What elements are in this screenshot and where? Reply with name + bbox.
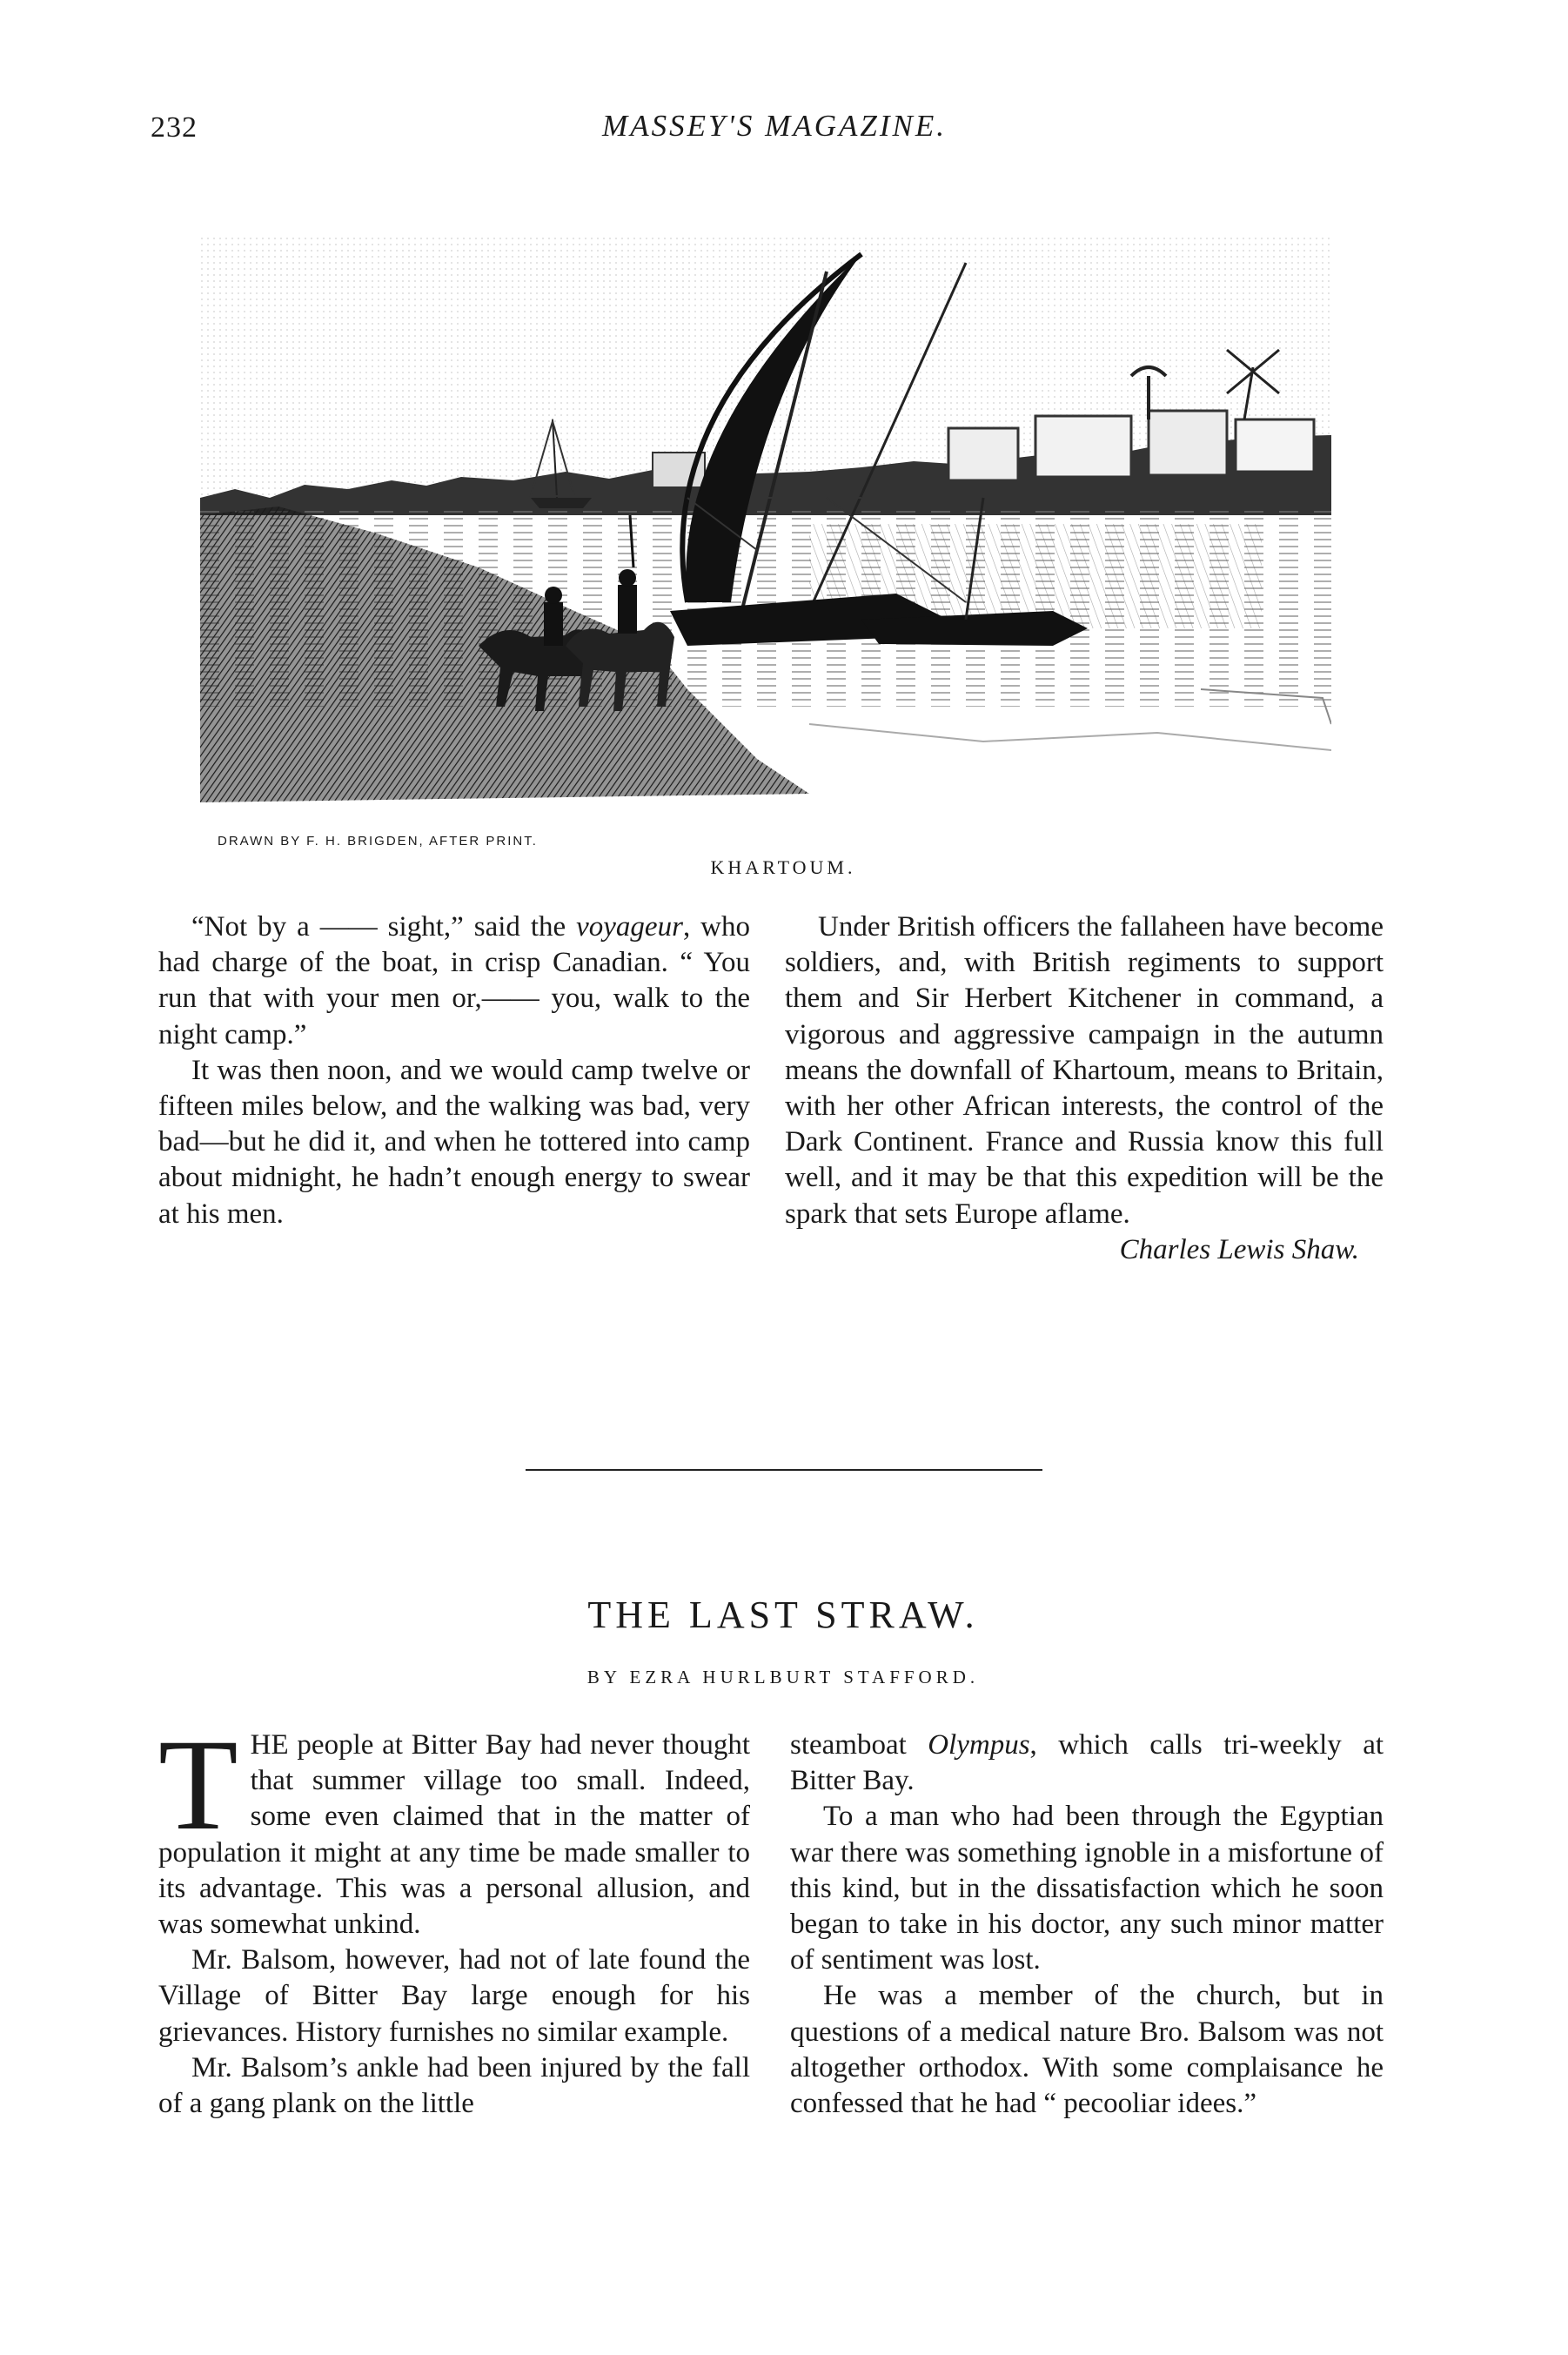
illustration-credit: DRAWN BY F. H. BRIGDEN, AFTER PRINT. [218,834,538,849]
column-upper-right [785,909,1384,1268]
column-upper-left [158,909,750,1232]
column-lower-right [790,1728,1384,2122]
author-signature: Charles Lewis Shaw. [1119,1233,1359,1265]
page-number: 232 [151,111,198,144]
running-head: MASSEY'S MAGAZINE. [602,109,947,143]
khartoum-illustration [200,237,1331,802]
paragraph: Mr. Balsom, however, had not of late found the Village of Bitter Bay large enough for his grievances. History furnishes no similar example. [158,1944,750,2048]
italic-word: Olympus [928,1729,1030,1761]
paragraph: steamboat Olympus, which calls tri-weekly at Bitter Bay. [790,1729,1384,1797]
italic-word: voyageur [576,911,683,943]
paragraph: Under British officers the fallaheen have become soldiers, and, with British regiments to support them and Sir Herbert Kitchener in command, a vigorous and aggressive campaign in the autumn means the downfall of Khartoum, means to Britain, with her other African interests, the control of the Dark Continent. France and Russia know this full well, and it may be that this expedition will be the spark that sets Europe aflame. [785,911,1384,1230]
column-lower-left [158,1713,750,2122]
article-title: THE LAST STRAW. [587,1593,979,1636]
article-byline: BY EZRA HURLBURT STAFFORD. [586,1667,980,1687]
paragraph: To a man who had been through the Egyptian war there was something ignoble in a misfortune of this kind, but in the dissatisfaction which he soon began to take in his doctor, any such minor matter of sentiment was lost. [790,1801,1384,1976]
paragraph: It was then noon, and we would camp twelve or fifteen miles below, and the walking was bad, very bad—but he did it, and when he tottered into camp about midnight, he hadn’t enough energy to swear at his men. [158,1054,750,1230]
section-divider [526,1469,1042,1471]
paragraph: THE people at Bitter Bay had never thought that summer village too small. Indeed, some even claimed that in the matter of population it might at any time be made smaller to its advantage. This was a personal allusion, and was somewhat unkind. [158,1713,750,1941]
drop-cap: T [158,1713,238,1857]
illustration-caption: KHARTOUM. [710,856,856,878]
paragraph: “Not by a —— sight,” said the voyageur, who had charge of the boat, in crisp Canadian. “ You run that with your men or,—— you, walk to the night camp.” [158,911,750,1050]
paragraph: He was a member of the church, but in questions of a medical nature Bro. Balsom was not altogether orthodox. With some complaisance he confessed that he had “ pecooliar idees.” [790,1980,1384,2120]
paragraph: Mr. Balsom’s ankle had been injured by the fall of a gang plank on the little [158,2051,750,2120]
